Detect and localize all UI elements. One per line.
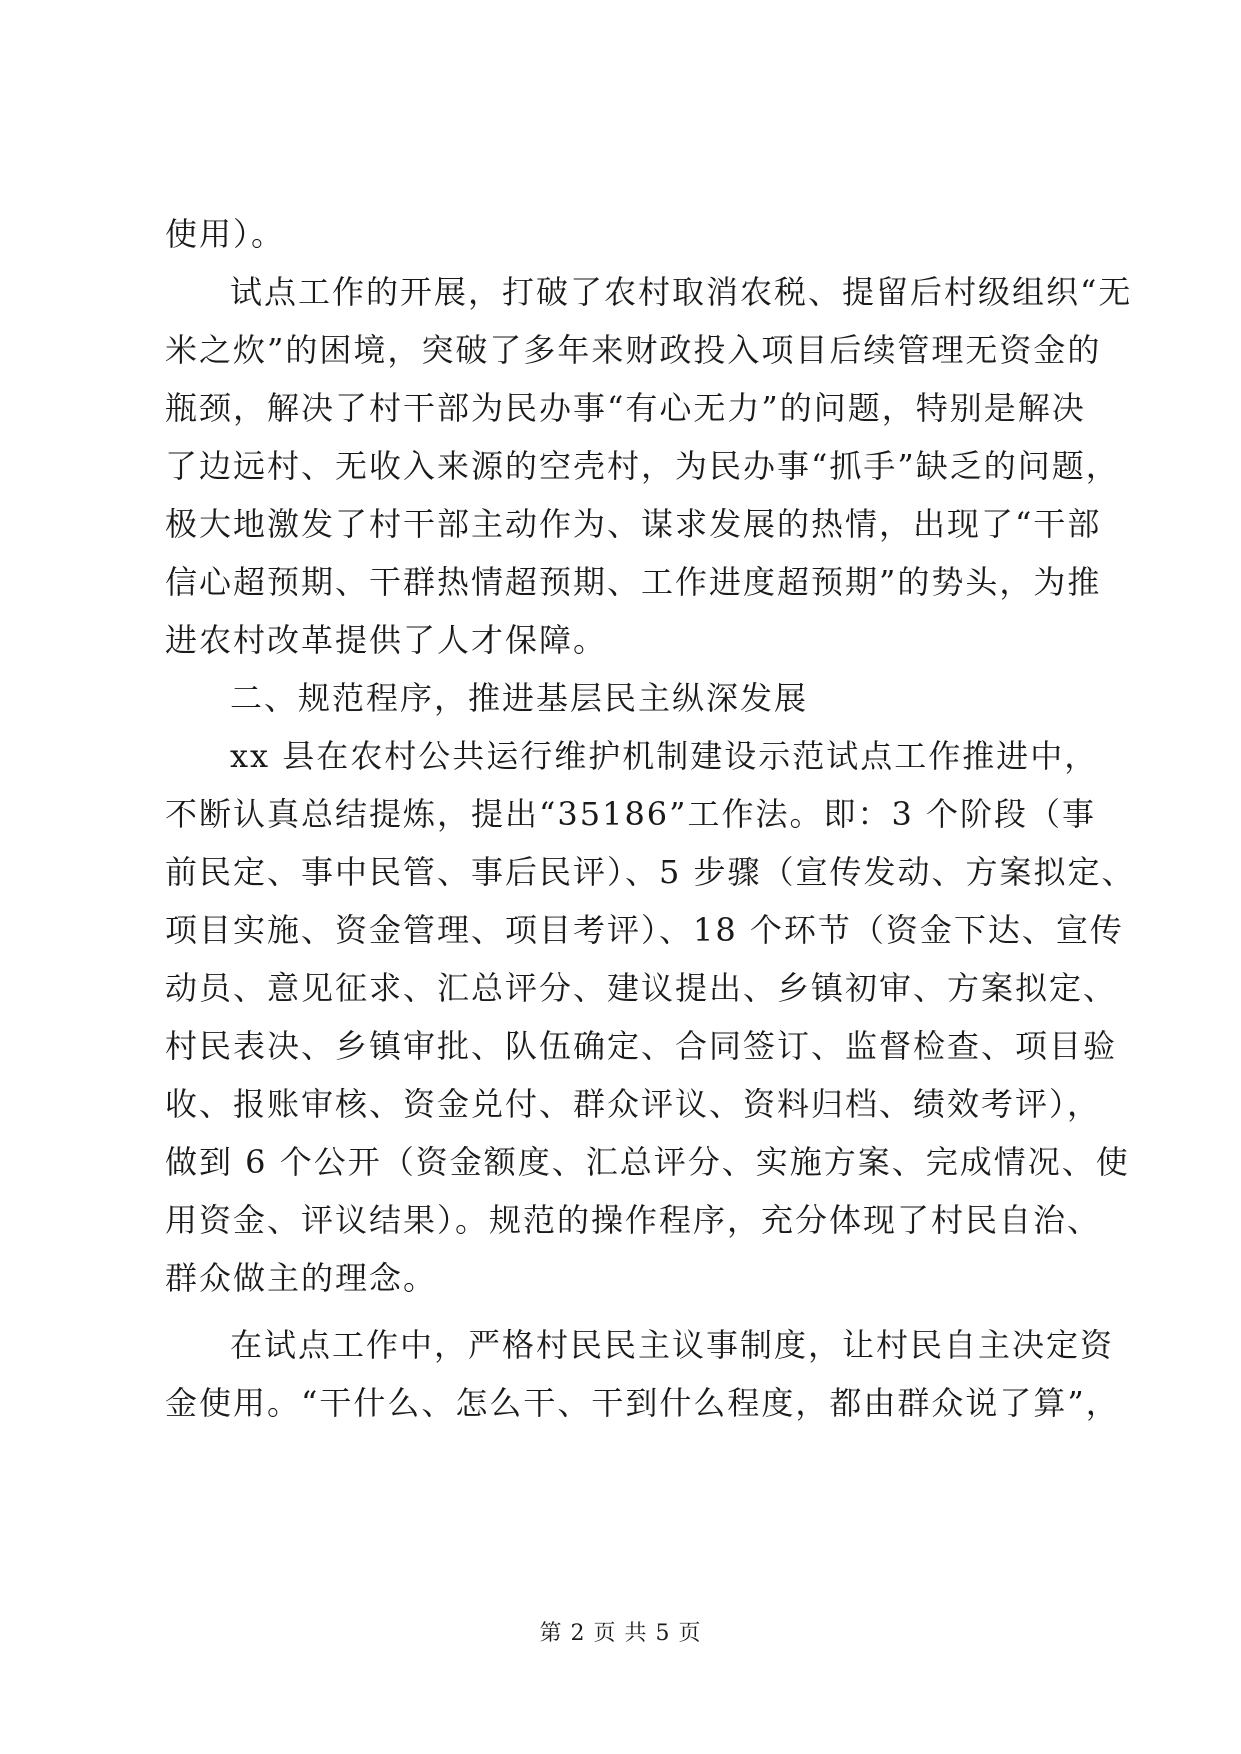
body-text-line: 前民定、事中民管、事后民评）、5 步骤（宣传发动、方案拟定、 xyxy=(165,853,1136,891)
body-text-line: 项目实施、资金管理、项目考评）、18 个环节（资金下达、宣传 xyxy=(165,911,1124,949)
section-heading: 二、规范程序，推进基层民主纵深发展 xyxy=(230,679,809,717)
body-text-line: 极大地激发了村干部主动作为、谋求发展的热情，出现了“干部 xyxy=(165,505,1102,543)
page-number-footer: 第 2 页 共 5 页 xyxy=(539,1621,702,1646)
body-text-line: 做到 6 个公开（资金额度、汇总评分、实施方案、完成情况、使 xyxy=(165,1143,1130,1181)
body-text-line: 用资金、评议结果）。规范的操作程序，充分体现了村民自治、 xyxy=(165,1201,1102,1239)
body-text-line: 不断认真总结提炼，提出“35186”工作法。即：3 个阶段（事 xyxy=(165,795,1097,833)
body-text-line: 瓶颈，解决了村干部为民办事“有心无力”的问题，特别是解决 xyxy=(165,389,1086,427)
body-text-line: 信心超预期、干群热情超预期、工作进度超预期”的势头，为推 xyxy=(165,563,1102,601)
body-text-line: 收、报账审核、资金兑付、群众评议、资料归档、绩效考评）， xyxy=(165,1085,1102,1123)
body-text-line: 村民表决、乡镇审批、队伍确定、合同签订、监督检查、项目验 xyxy=(165,1027,1118,1065)
body-text-line: 在试点工作中，严格村民民主议事制度，让村民自主决定资 xyxy=(230,1326,1115,1364)
body-text-line: 群众做主的理念。 xyxy=(165,1259,438,1297)
body-text-line: 使用）。 xyxy=(165,215,286,253)
body-text-line: 进农村改革提供了人才保障。 xyxy=(165,621,608,659)
body-text-line: 试点工作的开展，打破了农村取消农税、提留后村级组织“无 xyxy=(230,273,1133,311)
body-text-line: 了边远村、无收入来源的空壳村，为民办事“抓手”缺乏的问题， xyxy=(165,447,1120,485)
body-text-line: 金使用。“干什么、怎么干、干到什么程度，都由群众说了算”， xyxy=(165,1384,1120,1422)
body-text-line: xx 县在农村公共运行维护机制建设示范试点工作推进中， xyxy=(230,737,1099,775)
body-text-line: 米之炊”的困境，突破了多年来财政投入项目后续管理无资金的 xyxy=(165,331,1102,369)
body-text-line: 动员、意见征求、汇总评分、建议提出、乡镇初审、方案拟定、 xyxy=(165,969,1118,1007)
